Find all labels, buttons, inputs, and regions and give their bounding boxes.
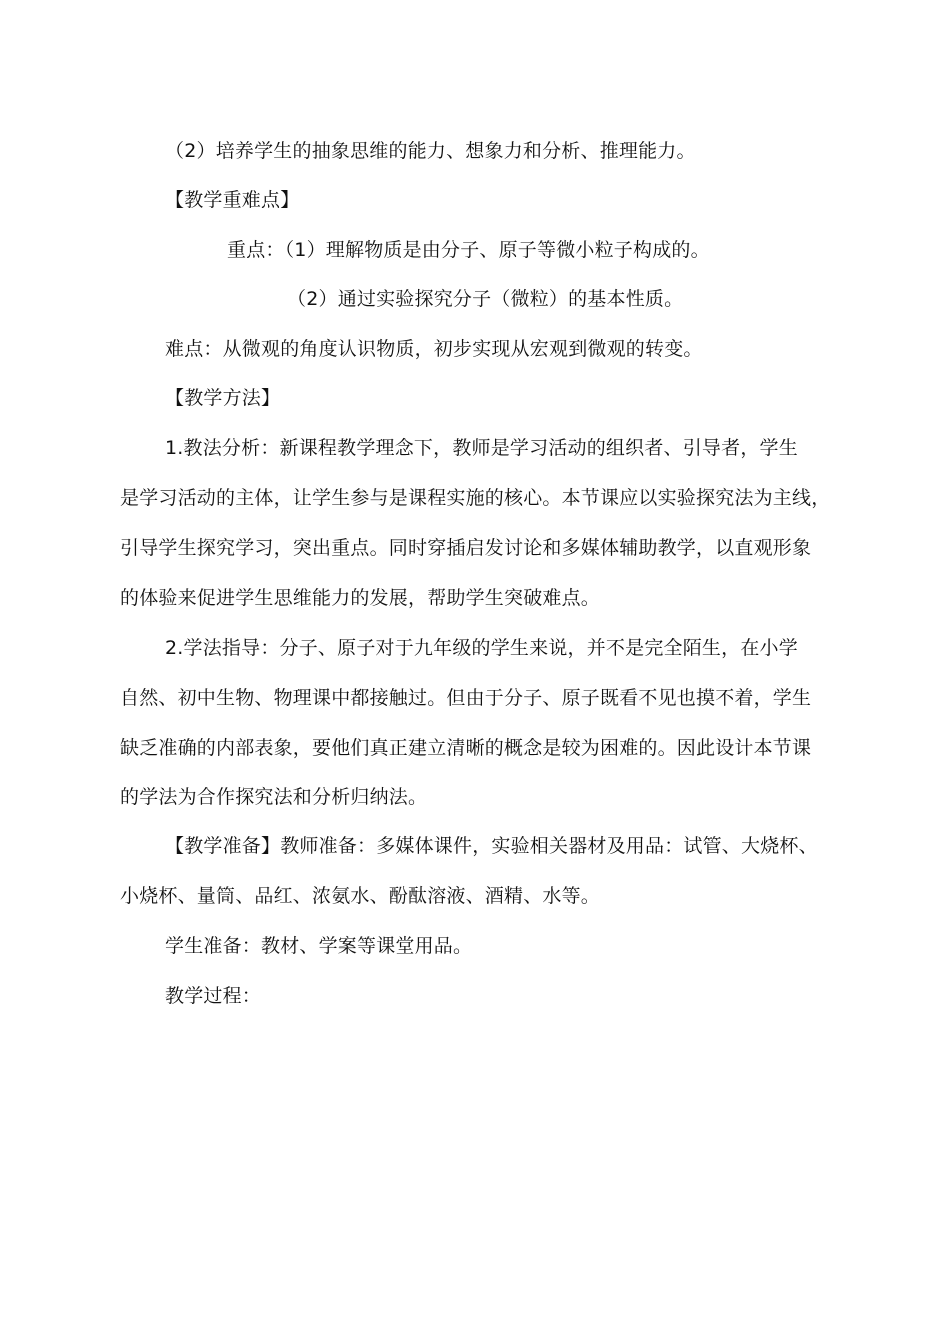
student-preparation: 学生准备：教材、学案等课堂用品。	[165, 935, 473, 957]
learning-method-line-4: 的学法为合作探究法和分析归纳法。	[120, 786, 428, 808]
preparation-line-2: 小烧杯、量筒、品红、浓氨水、酚酞溶液、酒精、水等。	[120, 885, 601, 907]
difficult-point: 难点：从微观的角度认识物质，初步实现从宏观到微观的转变。	[165, 338, 703, 360]
teaching-method-line-4: 的体验来促进学生思维能力的发展，帮助学生突破难点。	[120, 587, 601, 609]
learning-method-line-2: 自然、初中生物、物理课中都接触过。但由于分子、原子既看不见也摸不着，学生	[120, 687, 812, 709]
teaching-method-line-2: 是学习活动的主体，让学生参与是课程实施的核心。本节课应以实验探究法为主线，	[120, 487, 831, 509]
key-point-1: 重点：（1）理解物质是由分子、原子等微小粒子构成的。	[227, 239, 710, 261]
teaching-method-line-1: 1.教法分析：新课程教学理念下，教师是学习活动的组织者、引导者，学生	[165, 437, 798, 459]
preparation-line-1: 【教学准备】教师准备：多媒体课件，实验相关器材及用品：试管、大烧杯、	[165, 835, 818, 857]
key-difficult-heading: 【教学重难点】	[165, 189, 300, 211]
learning-method-line-3: 缺乏准确的内部表象，要他们真正建立清晰的概念是较为困难的。因此设计本节课	[120, 737, 812, 759]
key-point-2: （2）通过实验探究分子（微粒）的基本性质。	[287, 288, 684, 310]
objective-2: （2）培养学生的抽象思维的能力、想象力和分析、推理能力。	[165, 140, 696, 162]
methods-heading: 【教学方法】	[165, 387, 281, 409]
teaching-method-line-3: 引导学生探究学习，突出重点。同时穿插启发讨论和多媒体辅助教学，以直观形象	[120, 537, 812, 559]
learning-method-line-1: 2.学法指导：分子、原子对于九年级的学生来说，并不是完全陌生，在小学	[165, 637, 798, 659]
process-heading: 教学过程：	[165, 985, 262, 1007]
